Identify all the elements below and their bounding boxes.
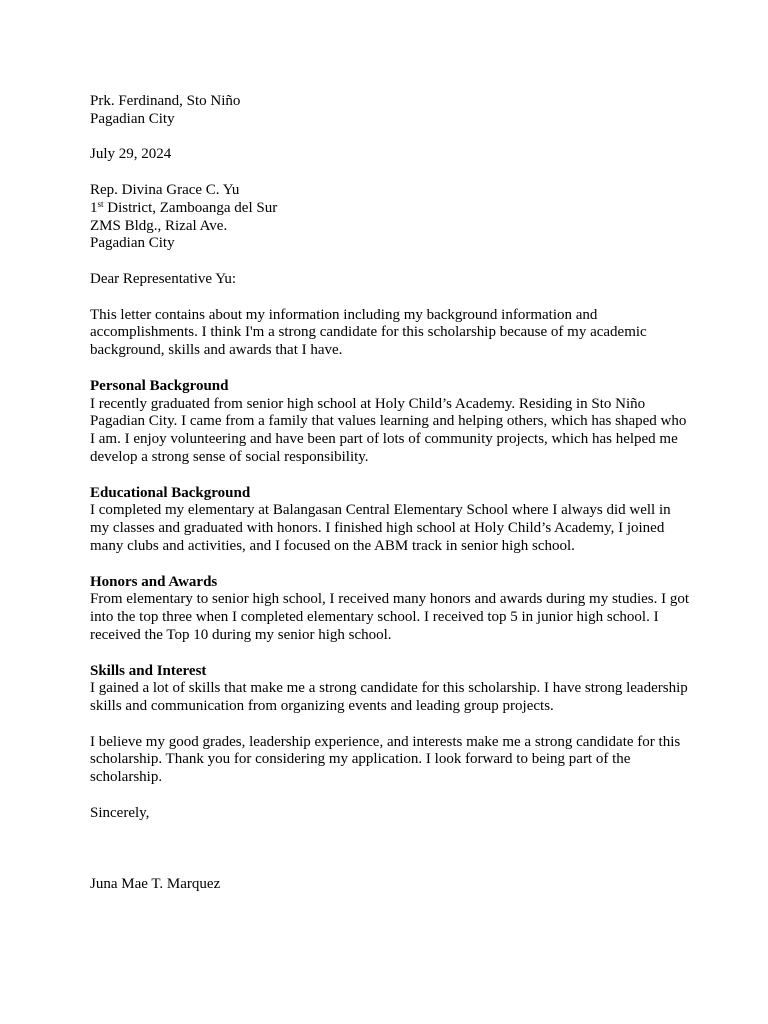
recipient-name: Rep. Divina Grace C. Yu bbox=[90, 181, 240, 198]
closing-paragraph bbox=[90, 734, 690, 787]
signature-space bbox=[90, 823, 690, 876]
section-body: I completed my elementary at Balangasan Central Elementary School where I always did well in my classes and graduated with honors. I finished high school at Holy Child’s Academy, I joined many clubs and activities, and I focused on the ABM track in senior high school. bbox=[90, 502, 671, 554]
section-heading: Educational Background bbox=[90, 484, 251, 501]
letter-page bbox=[90, 93, 690, 893]
section-body: I gained a lot of skills that make me a strong candidate for this scholarship. I have strong leadership skills and communication from organizing events and leading group projects. bbox=[90, 680, 688, 715]
closing-paragraph-text: I believe my good grades, leadership experience, and interests make me a strong candidate for this scholarship. Thank you for considering my application. I look forward to being part of the scholarship. bbox=[90, 733, 681, 786]
sender-address-line1: Prk. Ferdinand, Sto Niño bbox=[90, 93, 241, 109]
recipient-city: Pagadian City bbox=[90, 235, 175, 252]
signature-block bbox=[90, 876, 690, 894]
recipient-district bbox=[90, 200, 690, 218]
letter-date bbox=[90, 146, 690, 164]
recipient-building: ZMS Bldg., Rizal Ave. bbox=[90, 217, 228, 234]
closing bbox=[90, 805, 690, 823]
signature-name: Juna Mae T. Marquez bbox=[90, 875, 221, 892]
section-body: I recently graduated from senior high school at Holy Child’s Academy. Residing in Sto Niño Pagadian City. I came from a family that values learning and helping others, which has shaped who I am. I enjoy volunteering and have been part of lots of community projects, which has helped me develop a strong sense of social responsibility. bbox=[90, 395, 687, 465]
district-rest: District, Zamboanga del Sur bbox=[103, 199, 278, 216]
section-heading: Honors and Awards bbox=[90, 573, 218, 590]
closing-text: Sincerely, bbox=[90, 804, 150, 821]
date-text: July 29, 2024 bbox=[90, 146, 172, 163]
sender-address bbox=[90, 93, 690, 129]
recipient-address bbox=[90, 182, 690, 253]
salutation bbox=[90, 271, 690, 289]
section-honors-and-awards bbox=[90, 574, 690, 645]
intro-paragraph bbox=[90, 307, 690, 360]
section-heading: Skills and Interest bbox=[90, 662, 207, 679]
district-number: 1 bbox=[90, 199, 98, 216]
section-skills-and-interest bbox=[90, 663, 690, 716]
section-heading: Personal Background bbox=[90, 377, 229, 394]
district-suffix: st bbox=[97, 198, 104, 209]
section-body: From elementary to senior high school, I received many honors and awards during my studies. I got into the top three when I completed elementary school. I received top 5 in junior high school. I received the Top 10 during my senior high school. bbox=[90, 591, 690, 643]
sender-address-line2: Pagadian City bbox=[90, 110, 175, 127]
salutation-text: Dear Representative Yu: bbox=[90, 270, 237, 287]
intro-text: This letter contains about my information including my background information and accomplishments. I think I'm a strong candidate for this scholarship because of my academic background, skills and awards that I have. bbox=[90, 306, 647, 359]
section-educational-background bbox=[90, 485, 690, 556]
section-personal-background bbox=[90, 378, 690, 467]
